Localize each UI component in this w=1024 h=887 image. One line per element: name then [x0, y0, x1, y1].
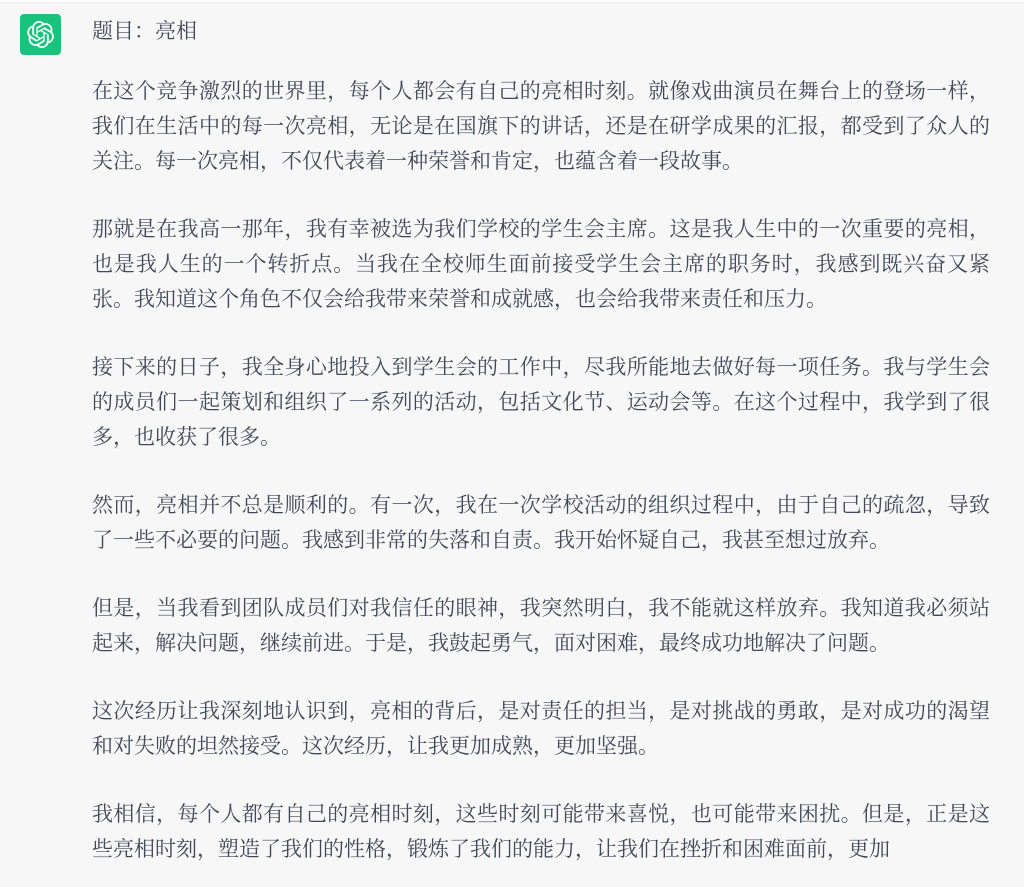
- message-paragraphs: [92, 74, 990, 867]
- essay-title: 题目：亮相: [92, 20, 197, 43]
- message-paragraph: 我相信，每个人都有自己的亮相时刻，这些时刻可能带来喜悦，也可能带来困扰。但是，正是这些亮相时刻，塑造了我们的性格，锻炼了我们的能力，让我们在挫折和困难面前，更加: [92, 803, 990, 861]
- chatgpt-logo-icon: [27, 21, 54, 48]
- message-paragraph: 但是，当我看到团队成员们对我信任的眼神，我突然明白，我不能就这样放弃。我知道我必须站起来，解决问题，继续前进。于是，我鼓起勇气，面对困难，最终成功地解决了问题。: [92, 597, 990, 655]
- chatgpt-avatar: [20, 14, 61, 55]
- message-paragraph: 在这个竞争激烈的世界里，每个人都会有自己的亮相时刻。就像戏曲演员在舞台上的登场一样，我们在生活中的每一次亮相，无论是在国旗下的讲话，还是在研学成果的汇报，都受到了众人的关注。每一次亮相，不仅代表着一种荣誉和肯定，也蕴含着一段故事。: [92, 80, 990, 173]
- message-body: [92, 14, 990, 867]
- message-paragraph: 接下来的日子，我全身心地投入到学生会的工作中，尽我所能地去做好每一项任务。我与学生会的成员们一起策划和组织了一系列的活动，包括文化节、运动会等。在这个过程中，我学到了很多，也收获了很多。: [92, 356, 990, 449]
- assistant-message-row: [0, 3, 1024, 887]
- message-paragraph: 那就是在我高一那年，我有幸被选为我们学校的学生会主席。这是我人生中的一次重要的亮相，也是我人生的一个转折点。当我在全校师生面前接受学生会主席的职务时，我感到既兴奋又紧张。我知道这个角色不仅会给我带来荣誉和成就感，也会给我带来责任和压力。: [92, 218, 990, 311]
- message-paragraph: 然而，亮相并不总是顺利的。有一次，我在一次学校活动的组织过程中，由于自己的疏忽，导致了一些不必要的问题。我感到非常的失落和自责。我开始怀疑自己，我甚至想过放弃。: [92, 494, 990, 552]
- message-paragraph: 这次经历让我深刻地认识到，亮相的背后，是对责任的担当，是对挑战的勇敢，是对成功的渴望和对失败的坦然接受。这次经历，让我更加成熟，更加坚强。: [92, 700, 990, 758]
